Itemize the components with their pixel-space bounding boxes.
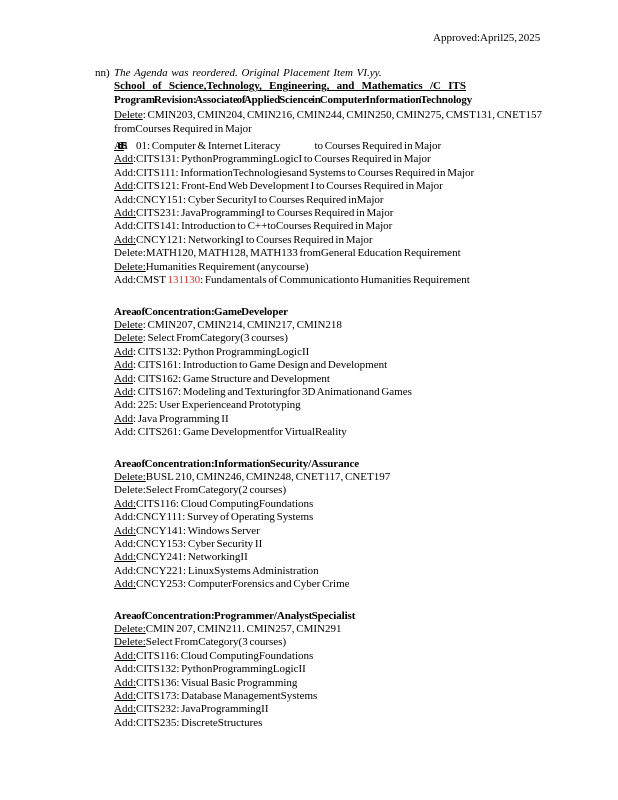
line-text: BUSL 210, CMIN246, CMIN248, CNET117, CNET197: [145, 470, 391, 483]
line-text: : Java Programming II: [132, 412, 229, 425]
line-text: CITS232: JavaProgrammingII: [136, 703, 269, 716]
action-prefix: Add:: [114, 524, 136, 537]
revision-line: [114, 471, 563, 484]
revision-line: [114, 690, 563, 703]
revision-line: [114, 399, 563, 412]
line-text: Add:CNCY151: Cyber SecurityI to Courses Required inMajor: [114, 193, 384, 206]
revision-blocks: [114, 109, 563, 730]
revision-line: [114, 194, 563, 207]
revision-line: [114, 373, 563, 386]
action-prefix: Add: [114, 372, 133, 385]
revision-line: [114, 511, 563, 524]
revision-line: [114, 247, 563, 260]
action-prefix: Add:: [114, 207, 136, 220]
line-text: : CMIN203, CMIN204, CMIN216, CMIN244, CMIN250, CMIN275, CMST131, CNET157 fromCourses Required in Major: [114, 109, 543, 135]
action-prefix: Delete: [114, 318, 143, 331]
revision-line: [114, 650, 563, 663]
revision-line: [114, 346, 563, 359]
revision-line: [114, 153, 563, 166]
line-text: Add:CNCY111: Survey of Operating Systems: [114, 511, 314, 524]
revision-line: [114, 538, 563, 551]
line-text: 01: Computer & Internet Literacy: [136, 140, 281, 153]
action-prefix: Delete:: [114, 470, 146, 483]
revision-line: [114, 551, 563, 564]
revision-line: [114, 498, 563, 511]
line-text: Add:CNCY221: LinuxSystems Administration: [114, 564, 319, 577]
line-text: Add: 225: User Experienceand Prototyping: [114, 399, 301, 412]
agenda-item-body: [114, 80, 563, 730]
agenda-item-note: The Agenda was reordered. Original Placement Item VI.yy.: [114, 67, 382, 79]
action-prefix: Add:CITS1: [114, 140, 124, 153]
action-prefix: Add: [114, 385, 133, 398]
action-prefix: Add:: [114, 676, 136, 689]
revision-line: [114, 167, 563, 180]
line-text: Add: CITS261: Game Developmentfor VirtualReality: [114, 426, 347, 439]
line-text: Add:CNCY153: Cyber Security II: [114, 538, 263, 550]
spacer: [280, 148, 314, 149]
line-text: : CITS132: Python ProgrammingLogicII: [132, 345, 310, 358]
section-heading: Area of Concentration: Programmer/Analyst Specialist: [114, 609, 356, 622]
section-heading: Area of Concentration: Information Security/Assurance: [114, 457, 360, 470]
revision-line: [114, 413, 563, 426]
line-text: CNCY121: NetworkingI to Courses Required in Major: [136, 233, 373, 246]
revision-line: [114, 359, 563, 372]
line-text: : Fundamentals of Communicationto Humanities Requirement: [200, 274, 470, 287]
revision-line: [114, 386, 563, 399]
line-text: Add:CITS111: InformationTechnologiesand Systems to Courses Required in Major: [114, 166, 475, 179]
line-text: : CMIN207, CMIN214, CMIN217, CMIN218: [142, 318, 342, 331]
revision-line: [114, 636, 563, 649]
action-prefix: Add: [114, 345, 133, 358]
revision-line: [114, 274, 563, 287]
line-text: CNCY253: ComputerForensics and Cyber Crime: [136, 578, 350, 591]
revision-line: [114, 220, 563, 233]
changed-course-number: 131130: [167, 274, 201, 287]
line-text: :CITS131: PythonProgrammingLogicI to Courses Required in Major: [132, 153, 431, 166]
revision-line: [114, 717, 563, 730]
action-prefix: Add: [114, 180, 133, 193]
action-prefix: Add: [114, 153, 133, 166]
revision-line: [114, 180, 563, 193]
line-text: : CITS161: Introduction to Game Design and Development: [132, 359, 388, 372]
line-text: Add:CITS141: Introduction to C++toCourses Required in Major: [114, 220, 393, 233]
action-prefix: Delete: [114, 109, 143, 122]
agenda-item-header: [95, 67, 563, 80]
line-text: Add:CITS235: DiscreteStructures: [114, 716, 263, 729]
line-text: CITS173: Database ManagementSystems: [136, 690, 318, 703]
line-text: : CITS167: Modeling and Texturingfor 3D Animationand Games: [132, 385, 412, 398]
revision-line: [114, 525, 563, 538]
action-prefix: Add:: [114, 649, 136, 662]
line-text: to Courses Required in Major: [314, 140, 442, 153]
revision-line: [114, 140, 563, 153]
action-prefix: Delete:: [114, 636, 146, 649]
revision-line: [114, 484, 563, 497]
action-prefix: Delete: [114, 332, 143, 345]
action-prefix: Add:: [114, 578, 136, 591]
revision-line: [114, 703, 563, 716]
action-prefix: Add:: [114, 703, 136, 716]
line-text: Select FromCategory(3 courses): [145, 636, 287, 649]
line-text: CITS116: Cloud ComputingFoundations: [136, 497, 314, 510]
revision-line: [114, 234, 563, 247]
action-prefix: Add:: [114, 497, 136, 510]
revision-line: [114, 426, 563, 439]
action-prefix: Delete:: [114, 623, 146, 636]
revision-line: [114, 319, 563, 332]
revision-line: [114, 109, 563, 136]
action-prefix: Add:: [114, 551, 136, 564]
line-text: Delete:Select FromCategory(2 courses): [114, 484, 287, 497]
revision-line: [114, 332, 563, 345]
line-text: Add:CITS132: PythonProgrammingLogicII: [114, 663, 306, 676]
revision-line: [114, 578, 563, 591]
program-revision-heading: Program Revision: Associate of Applied Science in Computer Information Technology: [114, 93, 473, 106]
revision-line: [114, 565, 563, 578]
line-text: CITS231: JavaProgrammingI to Courses Required in Major: [136, 207, 394, 220]
line-text: CITS116: Cloud ComputingFoundations: [136, 649, 314, 662]
agenda-item: [95, 67, 563, 730]
revision-line: [114, 207, 563, 220]
action-prefix: Delete:: [114, 260, 146, 273]
line-text: : CITS162: Game Structure and Development: [132, 372, 330, 385]
line-text: CMIN 207, CMIN211. CMIN257, CMIN291: [145, 623, 342, 636]
school-heading: School of Science,Technology, Engineering, and Mathematics /C ITS: [114, 80, 466, 93]
line-text: CNCY141: Windows Server: [136, 524, 260, 537]
line-text: :CITS121: Front-End Web Development I to Courses Required in Major: [132, 180, 443, 193]
action-prefix: Add: [114, 412, 133, 425]
line-text: Delete:MATH120, MATH128, MATH133 fromGeneral Education Requirement: [114, 247, 461, 260]
line-text: : Select FromCategory(3 courses): [142, 332, 288, 345]
line-text: CNCY241: NetworkingII: [136, 551, 248, 564]
revision-line: [114, 623, 563, 636]
revision-line: [114, 677, 563, 690]
line-text: CITS136: Visual Basic Programming: [136, 676, 298, 689]
action-prefix: Add: [114, 359, 133, 372]
section-heading: Area of Concentration: Game Developer: [114, 305, 288, 318]
line-text: Humanities Requirement (anycourse): [145, 260, 309, 273]
line-text: Add:CMST: [114, 274, 168, 287]
action-prefix: Add:: [114, 690, 136, 703]
approved-date: Approved:April25, 2025: [433, 32, 541, 44]
action-prefix: Add:: [114, 233, 136, 246]
agenda-item-label: nn): [95, 67, 110, 79]
revision-line: [114, 663, 563, 676]
revision-line: [114, 261, 563, 274]
